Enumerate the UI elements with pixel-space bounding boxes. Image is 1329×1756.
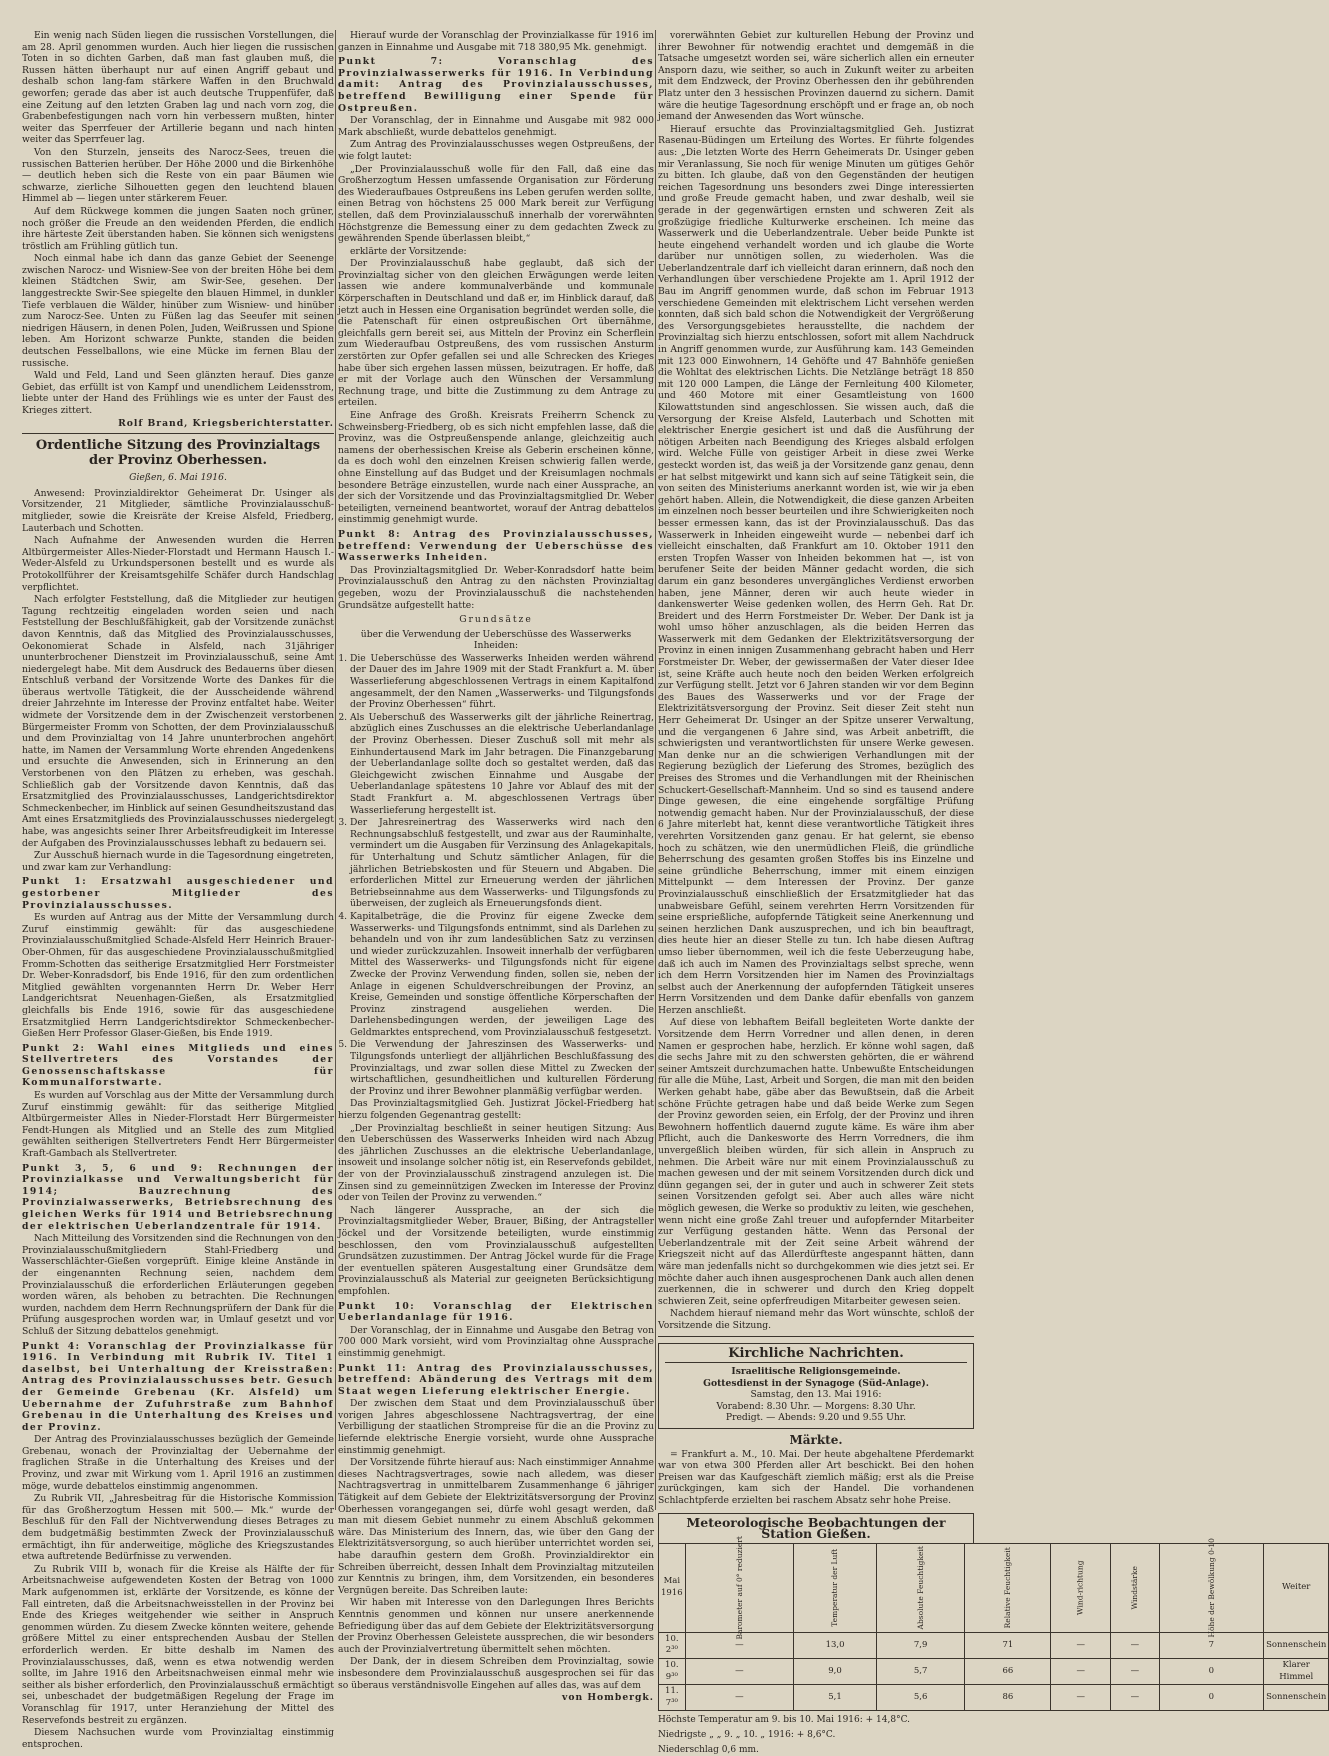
weather-header-label: Höhe der Bewölkung 0-10 (1206, 1537, 1216, 1638)
church-subtitle: Israelitische Religionsgemeinde. (731, 1366, 901, 1378)
market-text: = Frankfurt a. M., 10. Mai. Der heute abgehaltene Pferdemarkt war von etwa 300 Pferden aller Art beschickt. Bei den hohen Preisen war das Kaufgeschäft ziemlich mäßig; erst als die Preise zurückgingen, kam sich der Handel. Die vorhandenen Schlachtpferde erzielten bei raschem Absatz sehr hohe Preise. (658, 1448, 974, 1507)
column-rule (655, 30, 656, 1510)
agenda-item-title: Punkt 7: Voranschlag des Provinzialwasserwerks für 1916. In Verbindung damit: Antrag des Provinzialausschusses, betreffend Bewilligung einer Spende für Ostpreußen. (338, 56, 654, 114)
agenda-item-text: Es wurden auf Antrag aus der Mitte der Versammlung durch Zuruf einstimmig gewählt: für das ausgeschiedene Provinzialausschußmitglied Schade-Alsfeld Herr Heinrich Brauer-Ober-Ohmen, für das ausgeschiedene Provinzialausschußmitglied Fromm-Schotten das seitherige Ersatzmitglied Herr Forstmeister Dr. Weber-Konradsdorf, bis Ende 1916, für den zum ordentlichen Mitglied gewählten vorgenannten Herrn Dr. Weber Herr Landgerichtsrat Neuenhagen-Gießen, als Ersatzmitglied gleichfalls bis Ende 1916, sowie für das ausgeschiedene Ersatzmitglied Herrn Landgerichtsdirektor Schmeckenbecher-Gießen Herr Professor Glaser-Gießen, bis Ende 1919. (22, 912, 334, 1040)
weather-cell: 7 (1159, 1632, 1263, 1658)
paragraph: Ein wenig nach Süden liegen die russischen Vorstellungen, die am 28. April genommen wurden. Auch hier liegen die russischen Toten in so dichten Garben, daß man fast glauben muß, die Russen hätten überhaupt nur auf einen Angriff gebaut und deshalb schon lang-fam stärkere Waffen in den Bruchwald geworfen; gerade das aber ist auch deutsche Truppenfüfer, daß eine Zeitung auf den letzten Graben lag und nach vorn zog, die Grabenbefestigungen nach vorn hin verbessern mußten, hinter weiter das Sperrfeuer der Artillerie begann und nach hinten weiter das Sperrfeuer lag. (22, 30, 334, 146)
paragraph: Wald und Feld, Land und Seen glänzten herauf. Dies ganze Gebiet, das erfüllt ist von Kampf und unendlichem Leidensstrom, liebte unter der Hand des Frühlings wie es unter der Faust des Krieges zittert. (22, 370, 334, 416)
weather-cell: Sonnenschein (1264, 1685, 1329, 1711)
agenda-item-text: Zu Rubrik VII, „Jahresbeitrag für die Historische Kommission für das Großherzogtum Hessen mit 500.— Mk.“ wurde der Beschluß für den Fall der Nichtverwendung dieses Betrages zu dem budgetmäßig bestimmten Zweck der Provinzialausschuß ermächtigt, ihn für anderweitige, mögliche des Kriegszustandes etwa auftretende Bedürfnisse zu verwenden. (22, 1493, 334, 1563)
weather-cell: 66 (965, 1659, 1051, 1685)
weather-header (965, 1543, 1051, 1632)
article-dateline: Gießen, 6. Mai 1916. (129, 472, 227, 484)
paragraph: Nach längerer Aussprache, an der sich die Provinzialtagsmitglieder Weber, Brauer, Bißing, der Antragsteller Jöckel und der Vorsitzende beteiligten, wurde einstimmig beschlossen, den vom Provinzialausschuß aufgestellten Grundsätzen zuzustimmen. Der Antrag Jöckel wurde für die Frage der eventuellen späteren Ausgestaltung einer Grundsätze dem Provinzialausschuß als Material zur geeigneten Berücksichtigung empfohlen. (338, 1204, 654, 1297)
weather-cell: — (1051, 1659, 1111, 1685)
weather-header-label: Weiter (1282, 1582, 1311, 1593)
paragraph: Nachdem hierauf niemand mehr das Wort wünschte, schloß der Vorsitzende die Sitzung. (658, 1308, 974, 1331)
weather-cell: — (1111, 1685, 1160, 1711)
ministry-signature: von Hombergk. (562, 1692, 654, 1704)
church-notices (658, 1343, 974, 1430)
principles-list (338, 653, 654, 1098)
agenda-item-title: Punkt 10: Voranschlag der Elektrischen Ueberlandanlage für 1916. (338, 1300, 654, 1324)
agenda-items (338, 1301, 654, 1457)
paragraph: Das Provinzialtagsmitglied Geh. Justizrat Jöckel-Friedberg hat hierzu folgenden Gegenantrag gestellt: (338, 1098, 654, 1122)
paragraph: vorerwähnten Gebiet zur kulturellen Hebung der Provinz und ihrer Bewohner für notwendig erachtet und demgemäß in die Tatsache umgesetzt worden sei, wäre sicherlich allen ein erneuter Ansporn dazu, wie seither, so auch in Zukunft weiter zu arbeiten mit dem Endzweck, der Provinz Oberhessen den ihr gebührenden Platz unter den 3 hessischen Provinzen dauernd zu sichern. Damit wäre die heutige Tagesordnung erschöpft und er frage an, ob noch jemand der Anwesenden das Wort wünsche. (658, 30, 974, 123)
agenda-item-text: Der zwischen dem Staat und dem Provinzialausschuß über vorigen Jahres abgeschlossene Nachtragsvertrag, der eine Verbilligung der staatlichen Strompreise für die an die Provinz zu liefernde elektrische Energie vorsieht, wurde ohne Aussprache einstimmig genehmigt. (338, 1398, 654, 1456)
agenda-items (338, 529, 654, 611)
paragraph: Zum Antrag des Provinzialausschusses wegen Ostpreußens, der wie folgt lautet: (338, 139, 654, 162)
article-body (658, 30, 974, 1332)
weather-cell: 11. 7³⁰ (659, 1685, 686, 1711)
weather-header (1159, 1537, 1263, 1638)
paragraph: Noch einmal habe ich dann das ganze Gebiet der Seenenge zwischen Narocz- und Wisniew-See von der breiten Höhe bei dem kleinen Städtchen Swir, am Swir-See, gesehen. Der langgestreckte Swir-See spiegelte den blauen Himmel, in dunkler Tiefe verblauen die Wälder, hinüber zum Wisniew- und hinüber zum Narocz-See. Unten zu Füßen lag das Seeufer mit seinen niedrigen Häusern, in denen Polen, Juden, Weißrussen und Spione leben. Am Horizont schwarze Punkte, standen die beiden deutschen Fesselballons, wie eine Mücke im fernen Blau der russische. (22, 253, 334, 369)
weather-header (794, 1543, 877, 1632)
paragraph: Von den Sturzeln, jenseits des Narocz-Sees, treuen die russischen Batterien herüber. Der Höhe 2000 und die Birkenhöhe — deutlich heben sich die Reste von ein paar Bäumen wie schwarze, zierliche Silhouetten gegen den leuchtend blauen Himmel ab — liegen unter stärkerem Feuer. (22, 146, 334, 205)
agenda-item-title: Punkt 2: Wahl eines Mitglieds und eines Stellvertreters des Vorstandes der Genossenschaftskasse für Kommunalforstwarte. (22, 1042, 334, 1089)
weather-header-label: Mai 1916 (661, 1576, 683, 1598)
weather-row (659, 1685, 1329, 1711)
church-service: Gottesdienst in der Synagoge (Süd-Anlage). (703, 1377, 929, 1389)
weather-header (659, 1543, 686, 1632)
paragraph: Auf diese von lebhaftem Beifall begleiteten Worte dankte der Vorsitzende dem Herrn Vorredner und allen denen, in deren Namen er gesprochen habe, herzlich. Er könne wohl sagen, daß die sechs Jahre mit zu den schwersten gehörten, die er während seiner Amtszeit durchzumachen hatte. Unbewußte Entscheidungen für alle die Mühe, Last, Arbeit und Sorgen, die man mit den beiden Werken gehabt habe, gäbe aber das Bewußtsein, daß die Arbeit schöne Früchte getragen habe und daß beide Werke zum Segen der Provinz geworden seien, ein Erfolg, der der Provinz und ihren Bewohnern hoffentlich dauernd zugute käme. Es wäre ihm aber Pflicht, auch die Dankesworte des Herrn Vorredners, die ihm unvergeßlich bleiben würden, für sich allein in Anspruch zu nehmen. Die Arbeit wäre nur mit einem Provinzialausschuß zu machen gewesen und der mit seinem Vorsitzenden durch dick und dünn gegangen sei, der in guter und auch in schwerer Zeit stets seinen Vorsitzenden gefolgt sei. Aber auch alles wäre nicht möglich gewesen, die Werke so produktiv zu leiten, wie geschehen, wenn nicht eine große Zahl treuer und aufopfernder Mitarbeiter zur Verfügung gestanden hätte. Wenn das Personal der Ueberlandzentrale mit der Zeit seine Arbeit während der Kriegszeit nicht auf das Allerdürfteste angespannt hätten, dann wäre man jedenfalls nicht so durchgekommen wie dies jetzt sei. Er möchte daher auch ihnen ausgesprochenen Dank auch allen denen zuerkennen, die in schwerer und durch den Krieg doppelt schwieren Zeit, seine opferfreudigen Mitarbeiter gewesen seien. (658, 1017, 974, 1307)
weather-cell: 71 (965, 1632, 1051, 1658)
church-title: Kirchliche Nachrichten. (665, 1348, 967, 1364)
section-divider (22, 433, 334, 434)
church-line-2: Predigt. — Abends: 9.20 und 9.55 Uhr. (725, 1412, 907, 1424)
weather-row (659, 1659, 1329, 1685)
paragraph: Eine Anfrage des Großh. Kreisrats Freiherrn Schenck zu Schweinsberg-Friedberg, ob es sich nicht empfehlen lasse, daß die Provinz, was die Ostpreußenspende anlange, gleichzeitig auch namens der oberhessischen Kreise als Geberin erscheinen könne, da es doch wohl den einzelnen Kreisen schwierig fallen werde, ohne Einstellung auf das Budget und der Kreisumlagen nochmals besondere Beträge einzustellen, wurde nach einer Aussprache, an der sich der Vorsitzende und das Provinzialtagsmitglied Dr. Weber beteiligten, verneinend beantwortet, worauf der Antrag debattelos einstimmig genehmigt wurde. (338, 410, 654, 526)
paragraph: Auf dem Rückwege kommen die jungen Saaten noch grüner, noch größer die Freude an den weidenden Pferden, die endlich ihre härteste Zeit überstanden haben. Sie können sich wenigstens tröstlich am Frühling gütlich tun. (22, 205, 334, 252)
paragraph: Der Dank, der in diesem Schreiben dem Provinzialtag, sowie insbesondere dem Provinzialausschuß ausgesprochen sei für das so überaus verständnisvolle Eingehen auf alles das, was auf dem (338, 1656, 654, 1691)
weather-row (659, 1632, 1329, 1658)
weather-cell: 13,0 (794, 1632, 877, 1658)
article-body (22, 488, 334, 874)
market-title: Märkte. (789, 1433, 843, 1448)
weather-cell: Sonnenschein (1264, 1632, 1329, 1658)
weather-cell: Klarer Himmel (1264, 1659, 1329, 1685)
agenda-item-title: Punkt 1: Ersatzwahl ausgeschiedener und gestorbener Mitglieder des Provinzialausschusses. (22, 876, 334, 911)
agenda-item-text: Der Voranschlag, der in Einnahme und Ausgabe den Betrag von 700 000 Mark vorsieht, wird vom Provinzialtag ohne Aussprache einstimmig genehmigt. (338, 1324, 654, 1359)
weather-title: Meteorologische Beobachtungen der Station Gießen. (658, 1513, 974, 1544)
paragraph: erklärte der Vorsitzende: (350, 245, 467, 257)
weather-cell: — (685, 1685, 793, 1711)
paragraph: Der Provinzialausschuß habe geglaubt, daß sich der Provinzialtag sicher von den gleichen Erwägungen werde leiten lassen wie andere kommunalverbände und kommunale Körperschaften in Deutschland und daß er, im Hinblick darauf, daß jetzt auch in Hessen eine Organisation begründet werden solle, die die Patenschaft für einen ostpreußischen Ort übernähme, gleichfalls gern bereit sei, aus Mitteln der Provinz ein Scherflein zum Wiederaufbau Ostpreußens, des vom russischen Ansturm zerstörten zur Opfer gefallen sei und alle Schrecken des Krieges habe über sich ergehen lassen müssen, beizutragen. Er hoffe, daß er mit der Vorlage auch den Wünschen der Versammlung Rechnung trage, und bitte die Zustimmung zu dem Antrage zu erteilen. (338, 258, 654, 409)
principle-item: 5. Die Verwendung der Jahreszinsen des Wasserwerks- und Tilgungsfonds unterliegt der alljährlichen Beschlußfassung des Provinzialtags, und zwar sollen diese Mittel zu Zwecken der wirtschaftlichen, gesundheitlichen und kulturellen Förderung der Provinz und ihrer Bewohner planmäßig verfügbar werden. (350, 1039, 654, 1097)
agenda-item-text: Es wurden auf Vorschlag aus der Mitte der Versammlung durch Zuruf einstimmig gewählt: für das seitherige Mitglied Altbürgermeister Alles in Nieder-Florstadt Herr Bürgermeister Fendt-Hungen als Mitglied und an Stelle des zum Mitglied gewählten seitherigen Stellvertreters Fendt Herr Bürgermeister Kraft-Gambach als Stellvertreter. (22, 1090, 334, 1160)
weather-header-label: Wind-richtung (1076, 1559, 1086, 1615)
principle-item: 3. Der Jahresreinertrag des Wasserwerks wird nach den Rechnungsabschluß festgestellt, und zwar aus der Rauminhalte, vermindert um die Ausgaben für Verzinsung des Anlagekapitals, für Unterhaltung und Schutz sämtlicher Anlagen, für die jährlichen Betriebskosten und für Steuern und Abgaben. Die erforderlichen Mittel zur Erneuerung werden der jährlichen Betriebseinnahme aus dem Wasserwerks- und Tilgungsfonds zu überweisen, der zugleich als Erneuerungsfonds dient. (350, 817, 654, 910)
article-body (338, 1098, 654, 1297)
weather-note-min: Niedrigste „ „ 9. „ 10. „ 1916: + 8,6°C. (658, 1730, 836, 1741)
principles-heading: Grundsätze (459, 614, 533, 626)
paragraph: Wir haben mit Interesse von den Darlegungen Ihres Berichts Kenntnis genommen und können nur unsere anerkennende Befriedigung über das auf dem Gebiete der Elektrizitätsversorgung der Provinz Oberhessen Geleistete aussprechen, die wir besonders auch der Provinzialvertretung übermittelt sehen möchten. (338, 1597, 654, 1655)
article-body (338, 1457, 654, 1691)
column-middle (338, 30, 654, 1704)
column-right (658, 30, 1327, 1756)
agenda-item-text: Zu Rubrik VIII b, wonach für die Kreise als Hälfte der für Arbeitsnachweise aufgewendeten Kosten der Betrag von 1000 Mark aufgenommen ist, erklärte der Vorsitzende, es könne der Fall eintreten, daß die Arbeitsnachweisstellen in der Provinz bei Ende des Krieges weitgehender wie seither in Anspruch genommen würden. Zu diesem Zwecke könnten weitere, gehende größere Mittel zu einer entsprechenden Ausbau der Stellen erforderlich werden. Er bitte deshalb im Namen des Provinzialausschusses, daß, wenn es etwa notwendig werden sollte, im Jahre 1916 den Arbeitsnachweisen einmal mehr wie seither als bisher erforderlich, den Provinzialausschuß ermächtigt sei, unbeschadet der budgetmäßigen Regelung der Frage im Voranschlag für 1917, unter Heranziehung der Mittel des Reservefonds bestreit zu ergänzen. (22, 1563, 334, 1726)
weather-cell: — (1111, 1659, 1160, 1685)
weather-header (876, 1543, 964, 1632)
article-body (338, 139, 654, 526)
church-date: Samstag, den 13. Mai 1916: (750, 1389, 882, 1401)
weather-cell: — (685, 1632, 793, 1658)
author-signature: Rolf Brand, Kriegsberichterstatter. (118, 417, 334, 429)
agenda-item-text: Der Antrag des Provinzialausschusses bezüglich der Gemeinde Grebenau, wonach der Provinzialtag der Uebernahme der fraglichen Straße in die Unterhaltung des Kreises und der Provinz, und zwar mit Wirkung vom 1. April 1916 an zustimmen möge, wurde debattelos einstimmig angenommen. (22, 1434, 334, 1492)
paragraph: Hierauf ersuchte das Provinzialtagsmitglied Geh. Justizrat Rasenau-Büdingen um Erteilung des Wortes. Er führte folgendes aus: „Die letzten Worte des Herrn Geheimerats Dr. Usinger geben mir Veranlassung, Sie noch für wenige Minuten um gütiges Gehör zu bitten. Ich glaube, daß von den Gegenständen der heutigen reichen Tagesordnung uns besonders zwei Dinge interessierten und große Freude gemacht haben, und zwar deshalb, weil sie gerade in der gegenwärtigen ernsten und schweren Zeit als großzügige friedliche Kulturwerke erscheinen. Ich meine das Wasserwerk und die Ueberlandzentrale. Ueber beide Punkte ist heute eingehend verhandelt worden und ich glaube die Worte darüber nur unnötigen sollen, zu wiederholen. Was die Ueberlandzentrale darf ich vielleicht daran erinnern, daß noch den Verhandlungen über verschiedene Projekte am 1. April 1912 der Bau im Angriff genommen wurde, daß schon im Februar 1913 verschiedene Gemeinden mit elektrischem Licht versehen werden konnten, daß sich bald schon die Notwendigkeit der Vergrößerung des Versorgungsgebietes herausstellte, die nachdem der Provinzialtag sich hierzu entschlossen, sofort mit allem Nachdruck in Angriff genommen wurde, zur Ausführung kam. 143 Gemeinden mit 123 000 Einwohnern, 14 Gehöfte und 47 Bahnhöfe genießen die Wohltat des elektrischen Lichts. Die Netzlänge beträgt 18 850 mit 120 000 Lampen, die Länge der Fernleitung 400 Kilometer, und 460 Motore mit einer Gesamtleistung von 1600 Kilowattstunden sind angeschlossen. Sie wissen auch, daß die Versorgung der Kreise Alsfeld, Lauterbach und Schotten mit elektrischer Energie gesichert ist und daß die Ausführung der nötigen Arbeiten nach Beendigung des Krieges alsbald erfolgen wird. Welche Fülle von geistiger Arbeit in diese zwei Werke gesteckt worden ist, das weiß ja der Vorsitzende ganz genau, denn er hat selbst mitgewirkt und kann sich auf seine Tätigkeit sein, die von seiten des Ministeriums anerkannt worden ist, wie wir ja eben gehört haben. Allein, die Notwendigkeit, die diese ganzen Arbeiten im einzelnen noch besser beurteilen und ihre Schwierigkeiten noch besser ermessen kann, das ist der Provinzialausschuß. Das das Wasserwerk in Inheiden eingeweiht wurde — nebenbei darf ich vielleicht einschalten, daß Frankfurt am 10. Oktober 1911 den ersten Tropfen Wasser von Inheiden bekommen hat —, ist von berufener Seite der beiden Männer gedacht worden, die sich darum ein ganz besonderes unvergängliches Verdienst erworben haben, jene Männer, deren wir auch heute wieder in dankenswerter Weise gedenken wollen, des Herrn Geh. Rat Dr. Breidert und des Herrn Forstmeister Dr. Weber. Der Dank ist ja wohl umso höher anzuschlagen, als die beiden Herren das Wasserwerk mit dem Gedanken der Elektrizitätsversorgung der Provinz in einen innigen Zusammenhang gebracht haben und Herr Forstmeister Dr. Weber, der gewissermaßen der Vater dieser Idee ist, seine Kräfte auch heute noch den beiden Werken erfolgreich zur Verfügung stellt. Jetzt vor 6 Jahren standen wir vor dem Beginn des Baues des Wasserwerks und vor der Frage der Elektrizitätsversorgung der Provinz. Seit dieser Zeit steht nun Herr Geheimerat Dr. Usinger an der Spitze unserer Verwaltung, und die vergangenen 6 Jahre sind, was Arbeit anbetrifft, die schwierigsten und verantwortlichsten für unsere Werke gewesen. Man denke nur an die schwierigen Verhandlungen mit der Regierung bezüglich der Lieferung des Stromes, bezüglich des Preises des Stromes und die Verhandlungen mit der Rheinischen Schuckert-Gesellschaft-Mannheim. Und so sind es tausend andere Dinge gewesen, die eine eingehende sorgfältige Prüfung notwendig gemacht haben. Nur der Provinzialausschuß, der diese 6 Jahre miterlebt hat, kennt diese verantwortliche Tätigkeit ihres verehrten Vorsitzenden ganz genau. Er hat gelernt, sie ebenso hoch zu schätzen, wie den unermüdlichen Fleiß, die gründliche Beherrschung des gesamten großen Stoffes bis ins Einzelne und seine gründliche Beherrschung, immer mit einem einzigen Mittelpunkt — dem Interessen der Provinz. Der ganze Provinzialausschuß einschließlich der Ersatzmitglieder hat das unabweisbare Gefühl, seinem verehrten Herrn Vorsitzenden für seine ersprießliche, aufopfernde Tätigkeit seine Anerkennung und seinen herzlichen Dank auszusprechen, und ich bin beauftragt, dies heute hier an dieser Stelle zu tun. Ich habe diesen Auftrag umso lieber übernommen, weil ich die feste Ueberzeugung habe, daß ich auch im Namen des Provinzialtags selbst spreche, wenn ich dem Herrn Vorsitzenden hier im Namen des Provinzialtags selbst auch der Anerkennung der aufopfernden Tätigkeit unseres Herrn Vorsitzenden und dem Danke dafür ebenfalls von ganzem Herzen anschließt. (658, 123, 974, 1016)
agenda-item-text: Das Provinzialtagsmitglied Dr. Weber-Konradsdorf hatte beim Provinzialausschuß den Antrag zu den nächsten Provinzialtag gegeben, wozu der Provinzialausschuß die nachstehenden Grundsätze aufgestellt hatte: (338, 564, 654, 611)
weather-cell: 86 (965, 1685, 1051, 1711)
weather-header-label: Barometer auf 0° reduziert (734, 1535, 744, 1640)
agenda-items (338, 56, 654, 138)
weather-header (685, 1535, 793, 1640)
weather-note-precip: Niederschlag 0,6 mm. (658, 1745, 759, 1756)
weather-header-label: Temperatur der Luft (830, 1548, 840, 1627)
agenda-item-text: Diesem Nachsuchen wurde vom Provinzialtag einstimmig entsprochen. (22, 1727, 334, 1750)
agenda-item-title: Punkt 8: Antrag des Provinzialausschusses, betreffend: Verwendung der Ueberschüsse des Wasserwerks Inheiden. (338, 528, 654, 564)
weather-table (658, 1535, 1329, 1712)
section-divider (658, 1336, 974, 1337)
article-body (338, 30, 654, 53)
paragraph: Der Vorsitzende führte hierauf aus: Nach einstimmiger Annahme dieses Nachtragsvertrages, sowie nach alledem, was dieser Nachtragsvertrag in unmittelbarem Zusammenhange 6 jähriger Tätigkeit auf dem Gebiete der Elektrizitätsversorgung der Provinz Oberhessen vorangegangen sei, dürfe wohl gesagt werden, daß man mit diesem Gebiet nunmehr zu einem Abschluß gekommen wäre. Das Ministerium des Innern, das, wie über den Gang der Elektrizitätsversorgung, so auch hierüber unterrichtet worden sei, habe daraufhin gestern dem Großh. Provinzialdirektor ein Schreiben überreicht, dessen Inhalt dem Provinzialtag mitzuteilen zur Kenntnis zu bringen, ihm, dem Vorsitzenden, ein besonderes Vergnügen bereite. Das Schreiben laute: (338, 1457, 654, 1596)
principle-item: 4. Kapitalbeträge, die die Provinz für eigene Zwecke dem Wasserwerks- und Tilgungsfonds entnimmt, sind als Darlehen zu behandeln und von ihr zum landesüblichen Satz zu verzinsen und wieder zurückzuzahlen. Insoweit innerhalb der verfügbaren Mittel des Wasserwerks- und Tilgungsfonds nicht für eigene Zwecke der Provinz Verwendung finden, sollen sie, neben der Anlage in eigenen Schuldverschreibungen der Provinz, an Kreise, Gemeinden und sonstige öffentliche Körperschaften der Provinz zinstragend ausgeliehen werden. Die Darlehensbedingungen werden, der jeweiligen Lage des Geldmarktes entsprechend, vom Provinzialausschuß festgesetzt. (350, 911, 654, 1039)
paragraph: Nach Aufnahme der Anwesenden wurden die Herren Altbürgermeister Alles-Nieder-Florstadt und Hermann Hausch I.-Weder-Alsfeld zu Urkundspersonen bestellt und es wurde als Protokollführer der Kreisamtsgehilfe Schäfer durch Handschlag verpflichtet. (22, 535, 334, 593)
weather-header (1264, 1543, 1329, 1632)
weather-cell: 0 (1159, 1685, 1263, 1711)
weather-cell: 7,9 (876, 1632, 964, 1658)
weather-header-label: Absolute Feuchtigkeit (915, 1545, 925, 1629)
weather-cell: 10. 9³⁰ (659, 1659, 686, 1685)
weather-cell: — (1051, 1632, 1111, 1658)
agenda-item-title: Punkt 3, 5, 6 und 9: Rechnungen der Provinzialkasse und Verwaltungsbericht für 1914; Bauzrechnung des Provinzialwasserwerks, Betriebsrechnung des gleichen Werks für 1914 und Betriebsrechnung der elektrischen Ueberlandzentrale für 1914. (22, 1162, 334, 1232)
agenda-item-title: Punkt 4: Voranschlag der Provinzialkasse für 1916. In Verbindung mit Rubrik IV. Titel 1 daselbst, bei Unterhaltung der Kreisstraßen: Antrag des Provinzialausschusses betr. Gesuch der Gemeinde Grebenau (Kr. Alsfeld) um Uebernahme der Zufuhrstraße zum Bahnhof Grebenau in die Unterhaltung des Kreises und der Provinz. (22, 1340, 334, 1433)
weather-cell: 5,7 (876, 1659, 964, 1685)
weather-cell: 10. 2³⁰ (659, 1632, 686, 1658)
agenda-item-text: Nach Mitteilung des Vorsitzenden sind die Rechnungen von den Provinzialausschußmitgliedern Stahl-Friedberg und Wasserschlächter-Gießen vorgeprüft. Einige kleine Anstände in der eingenannten Rechnung seien, nachdem dem Provinzialausschuß die erforderlichen Erläuterungen gegeben worden wären, als behoben zu betrachten. Die Rechnungen wurden, nachdem dem Herrn Rechnungsprüfern der Dank für die Prüfung ausgesprochen worden war, in Umlauf gesetzt und vor Schluß der Sitzung debattelos genehmigt. (22, 1233, 334, 1337)
paragraph: Hierauf wurde der Voranschlag der Provinzialkasse für 1916 im ganzen in Einnahme und Ausgabe mit 718 380,95 Mk. genehmigt. (338, 30, 654, 53)
column-rule (335, 30, 336, 1510)
weather-cell: — (1111, 1632, 1160, 1658)
paragraph: Zur Ausschuß hiernach wurde in die Tagesordnung eingetreten, und zwar kam zur Verhandlung: (22, 850, 334, 873)
war-report (22, 30, 334, 417)
paragraph: „Der Provinzialausschuß wolle für den Fall, daß eine das Großherzogtum Hessen umfassende Organisation zur Förderung des Wiederaufbaues Ostpreußens ins Leben gerufen werden sollte, einen Betrag von höchstens 25 000 Mark bereit zur Verfügung stellen, daß dem Provinzialausschuß innerhalb der vorerwähnten Höchstgrenze die Bemessung einer zu dem gedachten Zweck zu gewährenden Spende überlassen bleibt,“ (338, 163, 654, 245)
paragraph: Nach erfolgter Feststellung, daß die Mitglieder zur heutigen Tagung rechtzeitig eingeladen worden seien und nach Feststellung der Beschlußfähigkeit, gab der Vorsitzende zunächst davon Kenntnis, daß das Mitglied des Provinzialausschusses, Oekonomierat Schade in Alsfeld, nach 31jähriger ununterbrochener Dienstzeit im Provinzialausschuß, seine Amt niedergelegt habe. Mit dem Ausdruck des Bedauerns über diesen Entschluß verband der Vorsitzende Worte des Dankes für die überaus wertvolle Tätigkeit, die der Ausscheidende während dreier Jahrzehnte im Interesse der Provinz entfaltet habe. Weiter widmete der Vorsitzende dem in der Zwischenzeit verstorbenen Bürgermeister Fromm von Schotten, der dem Provinzialausschuß und dem Provinzialtag von 14 Jahre ununterbrochen angehört hatte, im Namen der Versammlung Worte ehrenden Angedenkens und ersuchte die Anwesenden, sich in Erinnerung an den Verstorbenen von den Plätzen zu erheben, was geschah. Schließlich gab der Vorsitzende davon Kenntnis, daß das Ersatzmitglied des Provinzialausschusses, Landgerichtsdirektor Schmeckenbecher, im Hinblick auf seinen Gesundheitszustand das Amt eines Ersatzmitglieds des Provinzialausschusses niedergelegt habe, was angesichts seiner Ihrer Arbeitsfreudigkeit im Interesse der Aufgaben des Provinzialausschusses lebhaft zu bedauern sei. (22, 594, 334, 849)
agenda-items (22, 876, 334, 1750)
weather-cell: 9,0 (794, 1659, 877, 1685)
weather-header (1051, 1543, 1111, 1632)
paragraph: „Der Provinzialtag beschließt in seiner heutigen Sitzung: Aus den Ueberschüssen des Wasserwerks Inheiden wird nach Abzug des jährlichen Zuschusses an die elektrische Ueberlandanlage, insoweit und insolange solcher nötig ist, ein Reservefonds gebildet, der von der Provinzialausschuß zinstragend anzulegen ist. Die Zinsen sind zu gemeinnützigen Zwecken im Interesse der Provinz oder von Teilen der Provinz zu verwenden.“ (338, 1122, 654, 1204)
weather-cell: 5,1 (794, 1685, 877, 1711)
weather-header-label: Windstärke (1130, 1565, 1140, 1610)
weather-cell: — (1051, 1685, 1111, 1711)
principles-intro: über die Verwendung der Ueberschüsse des Wasserwerks Inheiden: (360, 628, 632, 652)
paragraph: Anwesend: Provinzialdirektor Geheimerat Dr. Usinger als Vorsitzender, 21 Mitglieder, sämtliche Provinzialausschuß-mitglieder, sowie die Kreisräte der Kreise Alsfeld, Friedberg, Lauterbach und Schotten. (22, 487, 334, 534)
weather-header-label: Relative Feuchtigkeit (1003, 1546, 1013, 1628)
weather-cell: 0 (1159, 1659, 1263, 1685)
agenda-item-text: Der Voranschlag, der in Einnahme und Ausgabe mit 982 000 Mark abschließt, wurde debattelos genehmigt. (338, 115, 654, 138)
weather-cell: — (685, 1659, 793, 1685)
principle-item: 1. Die Ueberschüsse des Wasserwerks Inheiden werden während der Dauer des im Jahre 1909 mit der Stadt Frankfurt a. M. über Wasserlieferung abgeschlossenen Vertrags in einem Kapitalfond angesammelt, der den Namen „Wasserwerks- und Tilgungsfonds der Provinz Oberhessen“ führt. (350, 653, 654, 711)
principle-item: 2. Als Ueberschuß des Wasserwerks gilt der jährliche Reinertrag, abzüglich eines Zuschusses an die elektrische Ueberlandanlage der Provinz Oberhessen. Dieser Zuschuß soll mit mehr als Einhundertausend Mark im Jahr betragen. Die Finanzgebarung der Ueberlandanlage sollte doch so gestaltet werden, daß das Gleichgewicht zwischen Einnahme und Ausgabe der Ueberlandanlage spätestens 10 Jahre vor Ablauf des mit der Stadt Frankfurt a. M. abgeschlossenen Vertrags über Wasserlieferung hergestellt ist. (350, 712, 654, 816)
column-left (22, 30, 334, 1750)
church-line-1: Vorabend: 8.30 Uhr. — Morgens: 8.30 Uhr. (716, 1400, 916, 1412)
weather-cell: 5,6 (876, 1685, 964, 1711)
weather-header (1111, 1543, 1160, 1632)
weather-note-max: Höchste Temperatur am 9. bis 10. Mai 1916: + 14,8°C. (658, 1715, 911, 1726)
article-heading: Ordentliche Sitzung des Provinzialtags der Provinz Oberhessen. (35, 438, 321, 469)
agenda-item-title: Punkt 11: Antrag des Provinzialausschusses, betreffend: Abänderung des Vertrags mit dem Staat wegen Lieferung elektrischer Energie. (338, 1362, 654, 1397)
